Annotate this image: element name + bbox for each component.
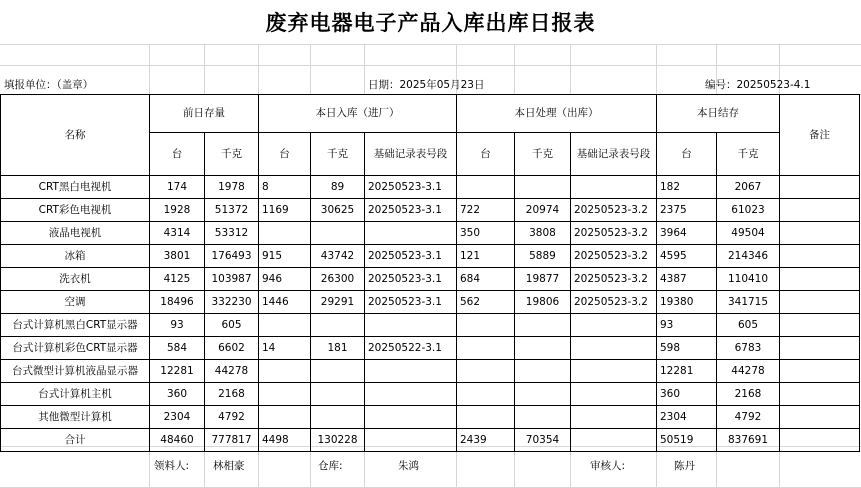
row-name: 台式微型计算机液晶显示器	[1, 360, 150, 383]
cell-out-kg	[515, 337, 571, 360]
cell-in-kg	[311, 222, 365, 245]
row-name: CRT彩色电视机	[1, 199, 150, 222]
gridline	[456, 447, 457, 487]
cell-end-tai: 93	[657, 314, 717, 337]
cell-prev-kg: 6602	[205, 337, 259, 360]
gridline	[514, 44, 515, 94]
cell-in-kg: 43742	[311, 245, 365, 268]
table-row	[1, 406, 860, 429]
cell-out-tai: 562	[457, 291, 515, 314]
cell-out-tai	[457, 406, 515, 429]
cell-in-record	[365, 383, 457, 406]
cell-remark	[780, 360, 860, 383]
cell-prev-tai: 360	[150, 383, 205, 406]
gridline	[364, 447, 365, 487]
cell-in-kg	[311, 383, 365, 406]
cell-out-tai: 722	[457, 199, 515, 222]
cell-in-kg: 29291	[311, 291, 365, 314]
total-end-kg: 837691	[717, 429, 780, 452]
row-name: 空调	[1, 291, 150, 314]
cell-end-tai: 598	[657, 337, 717, 360]
cell-in-tai: 14	[259, 337, 311, 360]
cell-remark	[780, 337, 860, 360]
gridline	[0, 65, 861, 66]
gridline	[779, 447, 780, 487]
gridline	[570, 44, 571, 94]
cell-in-record: 20250523-3.1	[365, 291, 457, 314]
cell-in-record	[365, 406, 457, 429]
total-in-kg: 130228	[311, 429, 365, 452]
cell-end-kg: 341715	[717, 291, 780, 314]
cell-prev-tai: 93	[150, 314, 205, 337]
cell-prev-kg: 53312	[205, 222, 259, 245]
cell-prev-kg: 51372	[205, 199, 259, 222]
cell-in-record	[365, 360, 457, 383]
cell-remark	[780, 314, 860, 337]
row-name: 台式计算机主机	[1, 383, 150, 406]
cell-remark	[780, 222, 860, 245]
gridline	[656, 44, 657, 94]
cell-out-tai: 121	[457, 245, 515, 268]
cell-prev-kg: 2168	[205, 383, 259, 406]
total-prev-kg: 777817	[205, 429, 259, 452]
warehouse-name: 朱鸿	[398, 460, 419, 472]
gridline	[204, 44, 205, 94]
header-unit-kg: 千克	[205, 133, 259, 176]
cell-prev-tai: 3801	[150, 245, 205, 268]
receiver-label: 领料人:	[154, 460, 190, 472]
cell-in-tai: 1169	[259, 199, 311, 222]
cell-end-tai: 12281	[657, 360, 717, 383]
cell-out-record	[571, 314, 657, 337]
cell-end-tai: 3964	[657, 222, 717, 245]
receiver-name: 林相豪	[213, 460, 245, 472]
warehouse-label: 仓库:	[318, 460, 343, 472]
row-name: 液晶电视机	[1, 222, 150, 245]
table-row	[1, 314, 860, 337]
cell-in-record: 20250522-3.1	[365, 337, 457, 360]
cell-prev-tai: 584	[150, 337, 205, 360]
total-row	[1, 429, 860, 452]
cell-in-tai: 915	[259, 245, 311, 268]
cell-in-tai	[259, 360, 311, 383]
cell-prev-kg: 1978	[205, 176, 259, 199]
cell-out-record: 20250523-3.2	[571, 222, 657, 245]
cell-prev-kg: 103987	[205, 268, 259, 291]
cell-prev-tai: 18496	[150, 291, 205, 314]
total-out-tai: 2439	[457, 429, 515, 452]
cell-in-tai: 946	[259, 268, 311, 291]
cell-out-tai	[457, 176, 515, 199]
cell-in-kg: 181	[311, 337, 365, 360]
cell-end-kg: 605	[717, 314, 780, 337]
cell-out-kg	[515, 314, 571, 337]
table-row	[1, 245, 860, 268]
header-unit-kg: 千克	[515, 133, 571, 176]
cell-in-tai: 8	[259, 176, 311, 199]
total-out-record	[571, 429, 657, 452]
cell-end-tai: 4595	[657, 245, 717, 268]
table-row	[1, 291, 860, 314]
header-record-number	[365, 133, 457, 176]
table-row	[1, 360, 860, 383]
cell-out-kg: 20974	[515, 199, 571, 222]
cell-prev-kg: 44278	[205, 360, 259, 383]
cell-end-tai: 19380	[657, 291, 717, 314]
cell-in-kg	[311, 314, 365, 337]
cell-out-kg: 5889	[515, 245, 571, 268]
total-remark	[780, 429, 860, 452]
cell-remark	[780, 176, 860, 199]
cell-in-tai: 1446	[259, 291, 311, 314]
cell-in-record: 20250523-3.1	[365, 176, 457, 199]
cell-in-record	[365, 314, 457, 337]
header-record-number	[571, 133, 657, 176]
cell-remark	[780, 245, 860, 268]
gridline	[204, 447, 205, 487]
cell-out-tai	[457, 337, 515, 360]
cell-prev-tai: 4125	[150, 268, 205, 291]
cell-in-tai	[259, 406, 311, 429]
gridline	[258, 447, 259, 487]
cell-end-tai: 4387	[657, 268, 717, 291]
cell-end-kg: 49504	[717, 222, 780, 245]
header-record-number-text: 基础记录表号段	[576, 147, 651, 160]
row-name: 冰箱	[1, 245, 150, 268]
gridline	[310, 44, 311, 94]
gridline	[364, 44, 365, 94]
cell-out-tai	[457, 383, 515, 406]
total-end-tai: 50519	[657, 429, 717, 452]
report-serial-number: 编号：20250523-4.1	[705, 79, 811, 91]
cell-end-tai: 2375	[657, 199, 717, 222]
row-name: 其他微型计算机	[1, 406, 150, 429]
header-outbound: 本日处理（出库）	[457, 95, 657, 133]
cell-in-tai	[259, 383, 311, 406]
cell-out-record: 20250523-3.2	[571, 245, 657, 268]
cell-end-kg: 61023	[717, 199, 780, 222]
cell-out-tai: 350	[457, 222, 515, 245]
header-name: 名称	[1, 95, 150, 176]
table-row	[1, 222, 860, 245]
header-remarks: 备注	[780, 95, 860, 176]
cell-prev-kg: 605	[205, 314, 259, 337]
gridline	[656, 447, 657, 487]
cell-remark	[780, 383, 860, 406]
cell-prev-tai: 2304	[150, 406, 205, 429]
row-name: 台式计算机彩色CRT显示器	[1, 337, 150, 360]
gridline	[716, 447, 717, 487]
table-row	[1, 383, 860, 406]
header-unit-tai: 台	[657, 133, 717, 176]
cell-prev-kg: 4792	[205, 406, 259, 429]
cell-out-kg	[515, 383, 571, 406]
gridline	[514, 447, 515, 487]
table-row	[1, 176, 860, 199]
reviewer-label: 审核人:	[590, 460, 626, 472]
cell-in-record	[365, 222, 457, 245]
cell-in-tai	[259, 314, 311, 337]
cell-out-record	[571, 383, 657, 406]
total-label: 合计	[1, 429, 150, 452]
cell-end-kg: 4792	[717, 406, 780, 429]
cell-out-tai: 684	[457, 268, 515, 291]
cell-out-kg: 19806	[515, 291, 571, 314]
header-prev-stock: 前日存量	[150, 95, 259, 133]
total-prev-tai: 48460	[150, 429, 205, 452]
total-out-kg: 70354	[515, 429, 571, 452]
row-name: 台式计算机黑白CRT显示器	[1, 314, 150, 337]
cell-out-record: 20250523-3.2	[571, 199, 657, 222]
cell-end-tai: 360	[657, 383, 717, 406]
cell-out-kg	[515, 406, 571, 429]
report-date: 日期：2025年05月23日	[368, 79, 485, 91]
header-unit-tai: 台	[259, 133, 311, 176]
cell-in-record: 20250523-3.1	[365, 268, 457, 291]
gridline	[0, 44, 861, 45]
total-in-record	[365, 429, 457, 452]
cell-in-kg	[311, 406, 365, 429]
cell-end-kg: 44278	[717, 360, 780, 383]
cell-out-tai	[457, 314, 515, 337]
cell-out-record: 20250523-3.2	[571, 291, 657, 314]
header-unit-tai: 台	[150, 133, 205, 176]
cell-prev-tai: 12281	[150, 360, 205, 383]
cell-out-kg	[515, 360, 571, 383]
reporting-unit-label: 填报单位：（盖章）	[4, 79, 94, 91]
header-record-number-text: 基础记录表号段	[373, 147, 448, 160]
cell-prev-tai: 1928	[150, 199, 205, 222]
table-row	[1, 199, 860, 222]
cell-out-kg	[515, 176, 571, 199]
cell-remark	[780, 291, 860, 314]
cell-end-kg: 2067	[717, 176, 780, 199]
cell-in-record: 20250523-3.1	[365, 199, 457, 222]
header-closing-stock: 本日结存	[657, 95, 780, 133]
cell-out-record	[571, 406, 657, 429]
cell-remark	[780, 406, 860, 429]
cell-out-tai	[457, 360, 515, 383]
total-in-tai: 4498	[259, 429, 311, 452]
cell-out-record	[571, 176, 657, 199]
cell-end-kg: 2168	[717, 383, 780, 406]
cell-end-tai: 2304	[657, 406, 717, 429]
reviewer-name: 陈丹	[674, 460, 695, 472]
gridline	[258, 44, 259, 94]
gridline	[149, 44, 150, 94]
gridline	[149, 447, 150, 487]
report-table	[0, 94, 860, 452]
cell-out-record	[571, 360, 657, 383]
header-unit-tai: 台	[457, 133, 515, 176]
cell-in-tai	[259, 222, 311, 245]
header-unit-kg: 千克	[311, 133, 365, 176]
cell-out-kg: 3808	[515, 222, 571, 245]
cell-out-kg: 19877	[515, 268, 571, 291]
cell-in-kg: 30625	[311, 199, 365, 222]
cell-remark	[780, 199, 860, 222]
gridline	[310, 447, 311, 487]
row-name: CRT黑白电视机	[1, 176, 150, 199]
cell-end-kg: 110410	[717, 268, 780, 291]
cell-prev-tai: 4314	[150, 222, 205, 245]
cell-prev-kg: 332230	[205, 291, 259, 314]
table-row	[1, 337, 860, 360]
cell-end-tai: 182	[657, 176, 717, 199]
header-inbound: 本日入库（进厂）	[259, 95, 457, 133]
cell-out-record	[571, 337, 657, 360]
gridline	[570, 447, 571, 487]
cell-end-kg: 6783	[717, 337, 780, 360]
table-row	[1, 268, 860, 291]
cell-prev-tai: 174	[150, 176, 205, 199]
header-unit-kg: 千克	[717, 133, 780, 176]
header-row-groups	[1, 95, 860, 133]
report-title: 废弃电器电子产品入库出库日报表	[265, 10, 596, 35]
cell-in-kg	[311, 360, 365, 383]
cell-prev-kg: 176493	[205, 245, 259, 268]
row-name: 洗衣机	[1, 268, 150, 291]
cell-in-kg: 26300	[311, 268, 365, 291]
cell-in-record: 20250523-3.1	[365, 245, 457, 268]
cell-out-record: 20250523-3.2	[571, 268, 657, 291]
cell-in-kg: 89	[311, 176, 365, 199]
cell-end-kg: 214346	[717, 245, 780, 268]
cell-remark	[780, 268, 860, 291]
